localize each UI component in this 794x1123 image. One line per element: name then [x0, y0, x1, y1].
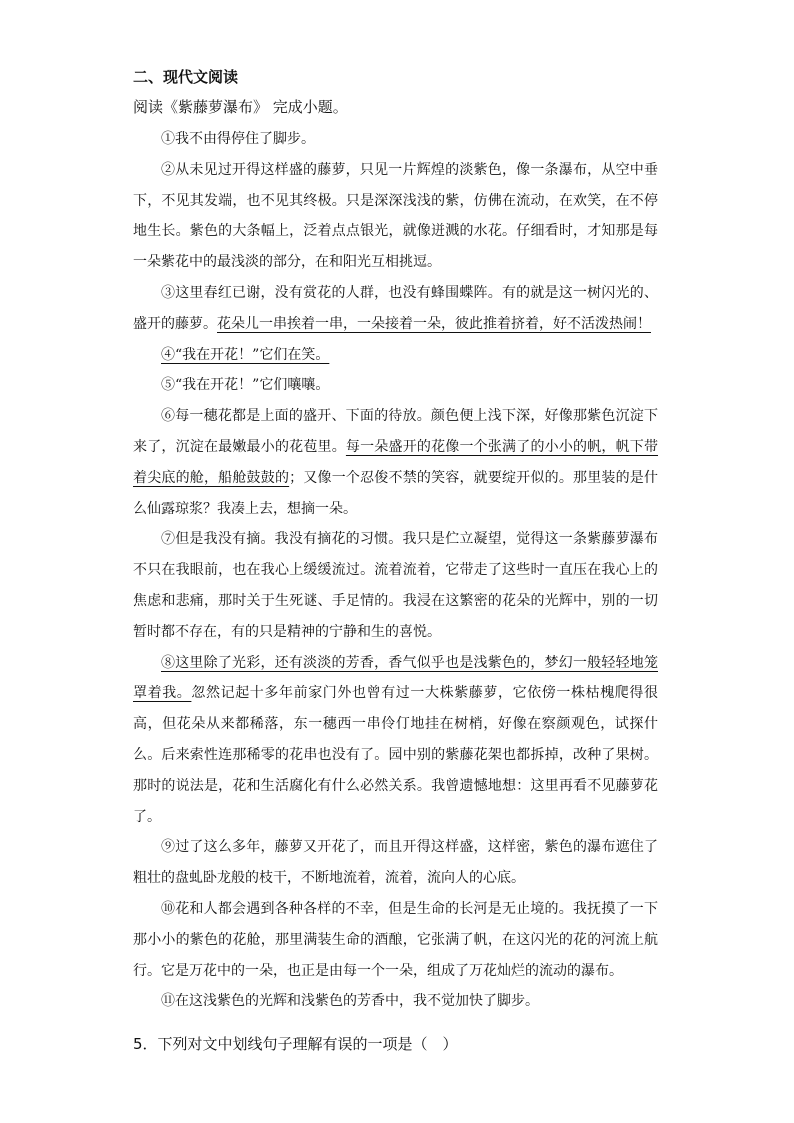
paragraph-6	[133, 401, 658, 524]
paragraph-8	[133, 648, 658, 833]
paragraph-3	[133, 278, 658, 340]
paragraph-4	[133, 340, 658, 371]
section-title: 二、现代文阅读	[133, 68, 239, 86]
reading-passage	[133, 124, 658, 1017]
underlined-sentence-3: 花朵儿一串挨着一串，一朵接着一朵，彼此推着挤着，好不活泼热闹！	[217, 315, 651, 332]
underlined-sentence-8: ⑧这里除了光彩，还有淡淡的芳香，香气似乎也是浅紫色的，梦幻一般轻轻地笼罩着我。	[133, 654, 658, 702]
paragraph-2: ②从未见过开得这样盛的藤萝，只见一片辉煌的淡紫色，像一条瀑布，从空中垂下，不见其发端，也不见其终极。只是深深浅浅的紫，仿佛在流动，在欢笑，在不停地生长。紫色的大条幅上，泛着点点银光，就像迸溅的水花。仔细看时，才知那是每一朵紫花中的最浅淡的部分，在和阳光互相挑逗。	[133, 161, 658, 271]
underlined-sentence-4: ④“我在开花！”它们在笑。	[161, 346, 330, 363]
question-5: 5．下列对文中划线句子理解有误的一项是（ ）	[133, 1035, 458, 1053]
paragraph-6-text-c: ；又像一个忍俊不禁的笑容，就要绽开似的。那里装的是什么仙露琼浆？我凑上去，想摘一朵。	[133, 469, 659, 517]
paragraph-6-text-a: ⑥每一穗花都是上面的盛开、下面的待放。颜色便上浅下深，好像那紫色沉淀下来了，沉淀在最嫩最小的花苞里。	[133, 408, 658, 455]
paragraph-3-text: ③这里春红已谢，没有赏花的人群，也没有蜂围蝶阵。有的就是这一树闪光的、盛开的藤萝。	[133, 284, 658, 332]
underlined-sentence-6: 每一朵盛开的花像一个张满了的小小的帆，帆下带着尖底的舱，船舱鼓鼓的	[133, 438, 659, 486]
paragraph-8-text-b: 忽然记起十多年前家门外也曾有过一大株紫藤萝，它依傍一株枯槐爬得很高，但花朵从来都稀落，东一穗西一串伶仃地挂在树梢，好像在察颜观色，试探什么。后来索性连那稀零的花串也没有了。园中别的紫藤花架也都拆掉，改种了果树。那时的说法是，花和生活腐化有什么必然关系。我曾遗憾地想：这里再看不见藤萝花了。	[133, 685, 659, 825]
paragraph-11: ⑪在这浅紫色的光辉和浅紫色的芳香中，我不觉加快了脚步。	[161, 993, 539, 1010]
paragraph-1: ①我不由得停住了脚步。	[161, 131, 315, 147]
reading-instruction: 阅读《紫藤萝瀑布》 完成小题。	[133, 98, 348, 116]
paragraph-10: ⑩花和人都会遇到各种各样的不幸，但是生命的长河是无止境的。我抚摸了一下那小小的紫色的花舱，那里满装生命的酒酿，它张满了帆，在这闪光的花的河流上航行。它是万花中的一朵，也正是由每一个一朵，组成了万花灿烂的流动的瀑布。	[133, 900, 658, 979]
paragraph-5: ⑤“我在开花！”它们嚷嚷。	[161, 377, 330, 394]
paragraph-7: ⑦但是我没有摘。我没有摘花的习惯。我只是伫立凝望，觉得这一条紫藤萝瀑布不只在我眼前，也在我心上缓缓流过。流着流着，它带走了这些时一直压在我心上的焦虑和悲痛，那时关于生死谜、手足情的。我浸在这繁密的花朵的光辉中，别的一切暂时都不存在，有的只是精神的宁静和生的喜悦。	[133, 531, 658, 640]
paragraph-9: ⑨过了这么多年，藤萝又开花了，而且开得这样盛，这样密，紫色的瀑布遮住了粗壮的盘虬卧龙般的枝干，不断地流着，流着，流向人的心底。	[133, 839, 658, 887]
